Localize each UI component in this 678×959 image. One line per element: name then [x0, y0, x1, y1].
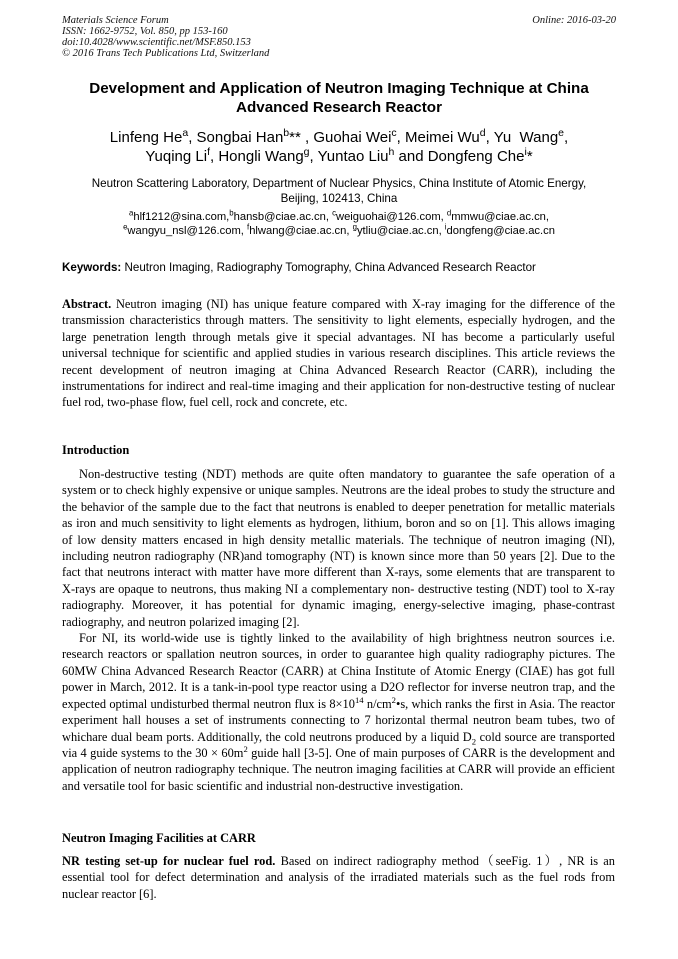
email-mark: g	[352, 222, 357, 232]
subscript: 2	[471, 735, 477, 746]
author-affil-mark: i	[524, 146, 527, 158]
paper-title	[62, 79, 616, 117]
paragraph-text: Based on indirect radiography method（seeFig. 1）, NR is an essential tool for defect determination and analysis of the irradiated materials such as the fuel rods from nuclear reactor [6].	[62, 854, 615, 901]
author-and: and	[398, 148, 424, 165]
email-mark: b	[229, 208, 234, 218]
email-mark: c	[332, 208, 336, 218]
paragraph-text: n/cm	[363, 696, 392, 711]
author-list	[62, 128, 616, 166]
email-link[interactable]: mmwu@ciae.ac.cn,	[451, 211, 550, 223]
email-link[interactable]: hansb@ciae.ac.cn,	[233, 211, 329, 223]
corresponding-mark: *	[526, 148, 533, 165]
paragraph-text: cold source are transported via 4 guide systems to the 30 × 60m	[62, 729, 615, 760]
exponent: 14	[354, 694, 364, 705]
author-name: Yu Wang	[493, 129, 559, 146]
email-mark: d	[446, 208, 452, 218]
author-affil-mark: b	[283, 127, 290, 139]
email-mark: a	[128, 208, 134, 218]
author-name: Dongfeng Che	[427, 148, 525, 165]
author-name: Songbai Han	[196, 129, 284, 146]
journal-header	[62, 15, 269, 59]
author-name: Meimei Wu	[405, 129, 480, 146]
keywords-label: Keywords:	[62, 261, 122, 274]
doi: doi:10.4028/www.scientific.net/MSF.850.153	[62, 37, 251, 48]
author-name: Yuqing Li	[145, 148, 208, 165]
email-mark: e	[123, 222, 128, 232]
online-date: Online: 2016-03-20	[532, 15, 616, 26]
author-affil-mark: g	[303, 146, 310, 158]
author-affil-mark: d	[479, 127, 486, 139]
paragraph: Non-destructive testing (NDT) methods are quite often mandatory to guarantee the safe operation of a system or to check highly expensive or unique samples. Neutrons are the ideal probes to study the structure and the behavior of the sample due to the fact that neutrons is enabled to deeper penetration for metallic materials as iron and much sensitivity to light elements as hydrogen, lithium, boron and so on [1]. This allows imaging of low density matters encased in high density metallic materials. The technique of neutron imaging (NI), including neutron radiography (NR)and tomography (NT) is known since more than 50 years [2]. Due to the fact that neutrons interact with matter have more different than X-rays, some elements that are transparent to X-rays are opaque to neutrons, thus making NI a complementary non- destructive testing (NDT) tool to X-ray radiography. Moreover, it has potential for dynamic imaging, energy-selective imaging, phase-contrast radiography, and neutron polarized imaging [2].	[62, 467, 615, 629]
affiliation	[62, 176, 616, 206]
email-line-2	[62, 224, 616, 238]
keywords	[62, 260, 616, 275]
abstract-label: Abstract.	[62, 297, 112, 311]
author-name: Guohai Wei	[313, 129, 392, 146]
journal-name: Materials Science Forum	[62, 15, 169, 26]
author-name: Yuntao Liu	[317, 148, 389, 165]
author-affil-mark: e	[558, 127, 565, 139]
copyright: © 2016 Trans Tech Publications Ltd, Switzerland	[62, 48, 270, 59]
corresponding-mark: ** ,	[289, 129, 310, 146]
title-line-2: Advanced Research Reactor	[236, 99, 442, 116]
affiliation-line-1: Neutron Scattering Laboratory, Department of Nuclear Physics, China Institute of Atomic Energy,	[91, 177, 587, 190]
author-affil-mark: c	[391, 127, 397, 139]
email-link[interactable]: wangyu_nsl@126.com,	[127, 225, 244, 237]
email-list	[62, 210, 616, 238]
facilities-body	[62, 853, 615, 902]
author-affil-mark: a	[182, 127, 189, 139]
email-link[interactable]: hlf1212@sina.com,	[133, 211, 230, 223]
email-mark: i	[444, 222, 447, 232]
affiliation-line-2: Beijing, 102413, China	[280, 192, 398, 205]
issn: ISSN: 1662-9752, Vol. 850, pp 153-160	[62, 26, 228, 37]
author-name: Linfeng He	[109, 129, 183, 146]
email-link[interactable]: weiguohai@126.com,	[336, 211, 444, 223]
section-heading-introduction: Introduction	[62, 443, 130, 457]
paragraph-text: guide hall [3-5]. One of main purposes of CARR is the development and application of neutron radiography technique. The neutron imaging facilities at CARR will provide an efficient and versatile tool for basic scientific and industrial non-destructive investigation.	[62, 745, 615, 793]
email-link[interactable]: ytliu@ciae.ac.cn,	[356, 225, 442, 237]
introduction-body	[62, 466, 615, 794]
keywords-text: Neutron Imaging, Radiography Tomography, China Advanced Research Reactor	[124, 261, 536, 274]
exponent: 2	[391, 694, 396, 705]
email-link[interactable]: dongfeng@ciae.ac.cn	[446, 225, 555, 237]
abstract	[62, 296, 615, 411]
paragraph-text: For NI, its world-wide use is tightly linked to the availability of high brightness neutron sources i.e. research reactors or spallation neutron sources, in order to guarantee high quality radiography pictures. The 60MW China Advanced Research Reactor (CARR) at China Institute of Atomic Energy (CIAE) has got full power in March, 2012. It is a tank-in-pool type reactor using a D2O reflector for inverse neutron trap, and the expected optimal undisturbed thermal neutron flux is 8×10	[62, 631, 615, 711]
email-mark: f	[247, 222, 250, 232]
abstract-text: Neutron imaging (NI) has unique feature compared with X-ray imaging for the difference of the transmission characteristics through matters. The sensitivity to light elements, especially hydrogen, and the large penetration length through metals give it special advantages. NI has become a particularly useful universal technique for scientific and applied studies in various research disciplines. This article reviews the recent development of neutron imaging at China Advanced Research Reactor (CARR), including the instrumentations for indirect and real-time imaging and their application for non-destructive testing of nuclear fuel rod, two-phase flow, fuel cell, rock and concrete, etc.	[62, 297, 615, 410]
email-line-1	[62, 210, 616, 224]
author-line-1: Linfeng He$^a$, Songbai Han$^b$** , Guohai Wei$^c$, Meimei Wu$^d$, Yu Wang$^e$,	[109, 127, 569, 146]
author-line-2: Yuqing Li$^f$, Hongli Wang$^g$, Yuntao Liu$^h$ and Dongfeng Che$^i$*	[145, 146, 533, 165]
author-name: Hongli Wang	[218, 148, 304, 165]
exponent: 2	[243, 743, 248, 754]
paragraph-text: •s, which ranks the first in Asia. The reactor experiment hall houses a set of instruments connecting to 7 horizontal thermal neutron beam tubes, two of whichare dual beam ports. Additionally, the cold neutrons produced by a liquid D	[62, 696, 616, 744]
paragraph	[62, 630, 615, 794]
author-affil-mark: h	[388, 146, 395, 158]
email-link[interactable]: hlwang@ciae.ac.cn,	[249, 225, 350, 237]
section-heading-facilities: Neutron Imaging Facilities at CARR	[62, 831, 256, 845]
author-affil-mark: f	[207, 146, 210, 158]
subsection-label: NR testing set-up for nuclear fuel rod.	[62, 854, 276, 868]
title-line-1: Development and Application of Neutron Imaging Technique at China	[89, 80, 589, 97]
